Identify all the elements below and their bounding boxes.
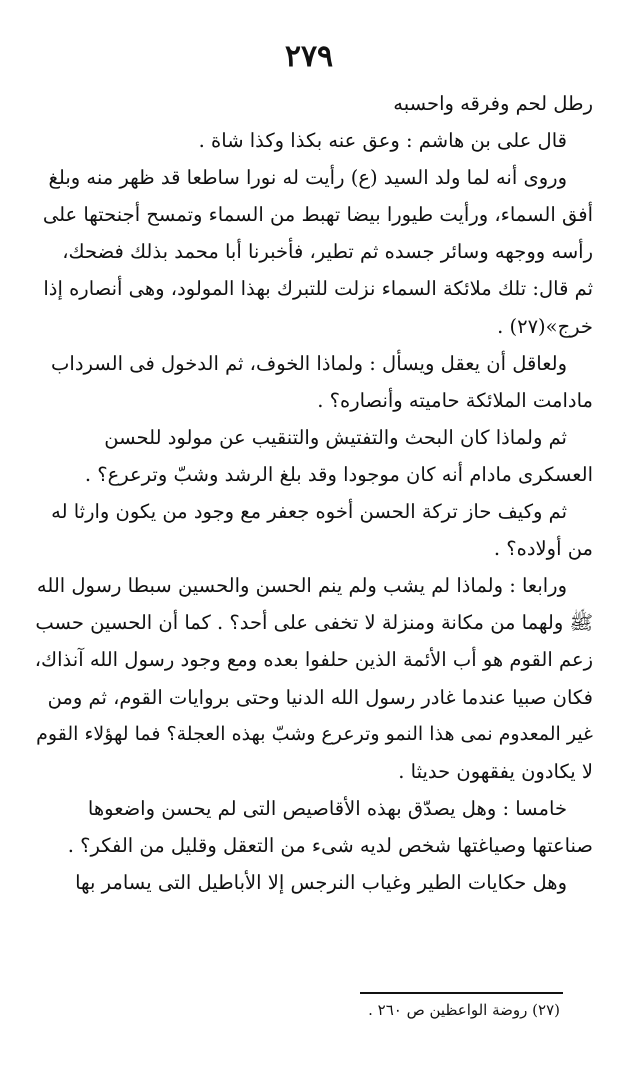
page-number: ٢٧٩ bbox=[284, 39, 334, 74]
text-line: رطل لحم وفرقه واحسبه bbox=[393, 92, 593, 115]
footnote: (٢٧) روضة الواعظين ص ٢٦٠ . bbox=[368, 1001, 560, 1019]
text-line: قال على بن هاشم : وعق عنه بكذا وكذا شاة . bbox=[198, 129, 567, 153]
text-line: فكان صبيا عندما غادر رسول الله الدنيا وحتى بروايات القوم، ثم ومن bbox=[47, 685, 593, 709]
text-line: رأسه ووجهه وسائر جسده ثم تطير، فأخبرنا أبا محمد بذلك فضحك، bbox=[62, 240, 593, 264]
text-line: وروى أنه لما ولد السيد (ع) رأيت له نورا ساطعا قد ظهر منه وبلغ bbox=[48, 166, 567, 190]
text-line: خرج»(٢٧) . bbox=[497, 314, 593, 338]
text-line: ثم وكيف حاز تركة الحسن أخوه جعفر مع وجود من يكون وارثا له bbox=[51, 500, 567, 524]
text-line: خامسا : وهل يصدّق بهذه الأقاصيص التى لم يحسن واضعوها bbox=[87, 796, 567, 820]
text-line: ثم ولماذا كان البحث والتفتيش والتنقيب عن مولود للحسن bbox=[104, 425, 567, 449]
text-line: غير المعدوم نمى هذا النمو وترعرع وشبّ بهذه العجلة؟ فما لهؤلاء القوم bbox=[36, 722, 593, 745]
text-line: زعم القوم هو أب الأئمة الذين حلفوا بعده ومع وجود رسول الله آنذاك، bbox=[34, 648, 593, 672]
text-line: صناعتها وصياغتها شخص لديه شىء من التعقل وقليل من الفكر؟ . bbox=[67, 833, 593, 857]
text-line: ورابعا : ولماذا لم يشب ولم ينم الحسن والحسين سبطا رسول الله bbox=[36, 574, 567, 598]
body-text bbox=[33, 85, 593, 901]
text-line: ولعاقل أن يعقل ويسأل : ولماذا الخوف، ثم الدخول فى السرداب bbox=[51, 351, 567, 375]
text-line: لا يكادون يفقهون حديثا . bbox=[398, 759, 593, 783]
text-line: وهل حكايات الطير وغياب النرجس إلا الأباطيل التى يسامر بها bbox=[75, 870, 567, 894]
text-line: العسكرى مادام أنه كان موجودا وقد بلغ الرشد وشبّ وترعرع؟ . bbox=[84, 462, 593, 486]
footnote-separator bbox=[360, 992, 563, 994]
text-line: مادامت الملائكة حاميته وأنصاره؟ . bbox=[317, 388, 593, 412]
text-line: أفق السماء، ورأيت طيورا بيضا تهبط من السماء وتمسح أجنحتها على bbox=[42, 203, 593, 227]
text-line: ثم قال: تلك ملائكة السماء نزلت للتبرك بهذا المولود، وهى أنصاره إذا bbox=[43, 277, 593, 301]
text-line: ﷺ ولهما من مكانة ومنزلة لا تخفى على أحد؟ . كما أن الحسين حسب bbox=[35, 611, 593, 635]
text-line: من أولاده؟ . bbox=[493, 537, 593, 561]
